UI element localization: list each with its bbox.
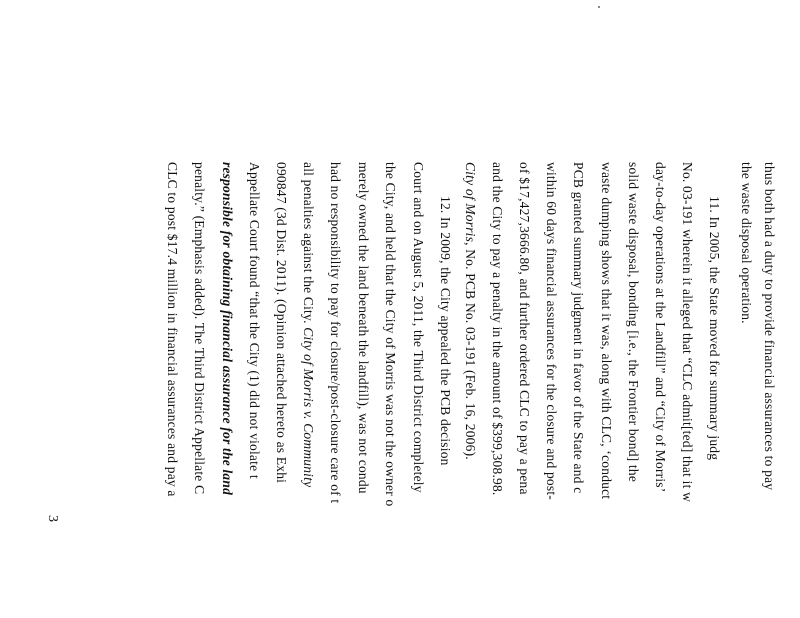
text-run: CLC to post $17.4 million in financial assurances and pay a [165, 162, 180, 497]
text-line [437, 196, 453, 466]
text-line [570, 162, 586, 493]
text-line [679, 162, 695, 502]
text-line [738, 162, 754, 324]
text-line [300, 162, 316, 487]
text-line [382, 162, 398, 506]
text-line [219, 162, 235, 495]
text-line [164, 162, 180, 497]
text-run: PCB granted summary judgment in favor of the State and c [571, 162, 586, 494]
text-line [706, 196, 722, 460]
text-run: 11. In 2005, the State moved for summary judg [707, 196, 722, 461]
text-run: responsible for obtaining financial assurance for the land [220, 162, 235, 496]
text-line [246, 162, 262, 479]
text-line [516, 162, 532, 495]
text-run: the City, and held that the City of Morris was not the owner o [383, 162, 398, 507]
text-run: 12. In 2009, the City appealed the PCB decision [438, 196, 453, 466]
text-line [598, 162, 614, 499]
text-run: solid waste disposal, bonding [i.e., the Frontier bond] the [626, 162, 641, 483]
text-line [191, 162, 207, 494]
text-line [489, 162, 505, 496]
text-run: and the City to pay a penalty in the amount of $399,308.98. [490, 162, 505, 496]
text-line [761, 162, 777, 490]
text-run: , No. PCB No. 03-191 (Feb. 16, 2006). [463, 242, 478, 460]
text-line [273, 162, 289, 483]
text-line [543, 162, 559, 500]
text-line [625, 162, 641, 482]
text-line [355, 162, 371, 494]
text-run: City of Morris [463, 162, 478, 243]
text-line [652, 162, 668, 492]
text-run: thus both had a duty to provide financial assurances to pay [762, 162, 777, 491]
page-number: 3 [45, 515, 60, 522]
text-run: all penalties against the City. [301, 162, 316, 328]
text-line [462, 162, 478, 460]
text-run: of $17,427,3666.80, and further ordered CLC to pay a pena [517, 162, 532, 495]
text-run: within 60 days financial assurances for the closure and post- [544, 162, 559, 500]
text-run: Appellate Court found “that the City (1) did not violate t [247, 162, 262, 479]
text-run: day-to-day operations at the Landfill” and “City of Morris’ [653, 162, 668, 493]
text-run: penalty.” (Emphasis added). The Third District Appellate C [192, 162, 207, 495]
text-run: waste dumping shows that it was, along with CLC, ‘conduct [599, 162, 614, 500]
text-run: City of Morris v. Community [301, 327, 316, 488]
text-run: Court and on August 5, 2011, the Third District completely [411, 162, 426, 493]
text-line [410, 162, 426, 493]
text-run: merely owned the land beneath the landfill), was not condu [356, 162, 371, 494]
text-run: had no responsibility to pay for closure/post-closure care of t [328, 162, 343, 504]
text-run: the waste disposal operation. [739, 162, 754, 324]
text-run: 090847 (3d Dist. 2011). (Opinion attached hereto as Exhi [274, 162, 289, 484]
text-run: No. 03-191 wherein it alleged that “CLC admit[ted] that it w [680, 162, 695, 503]
scan-speck [598, 6, 600, 8]
text-line [327, 162, 343, 503]
